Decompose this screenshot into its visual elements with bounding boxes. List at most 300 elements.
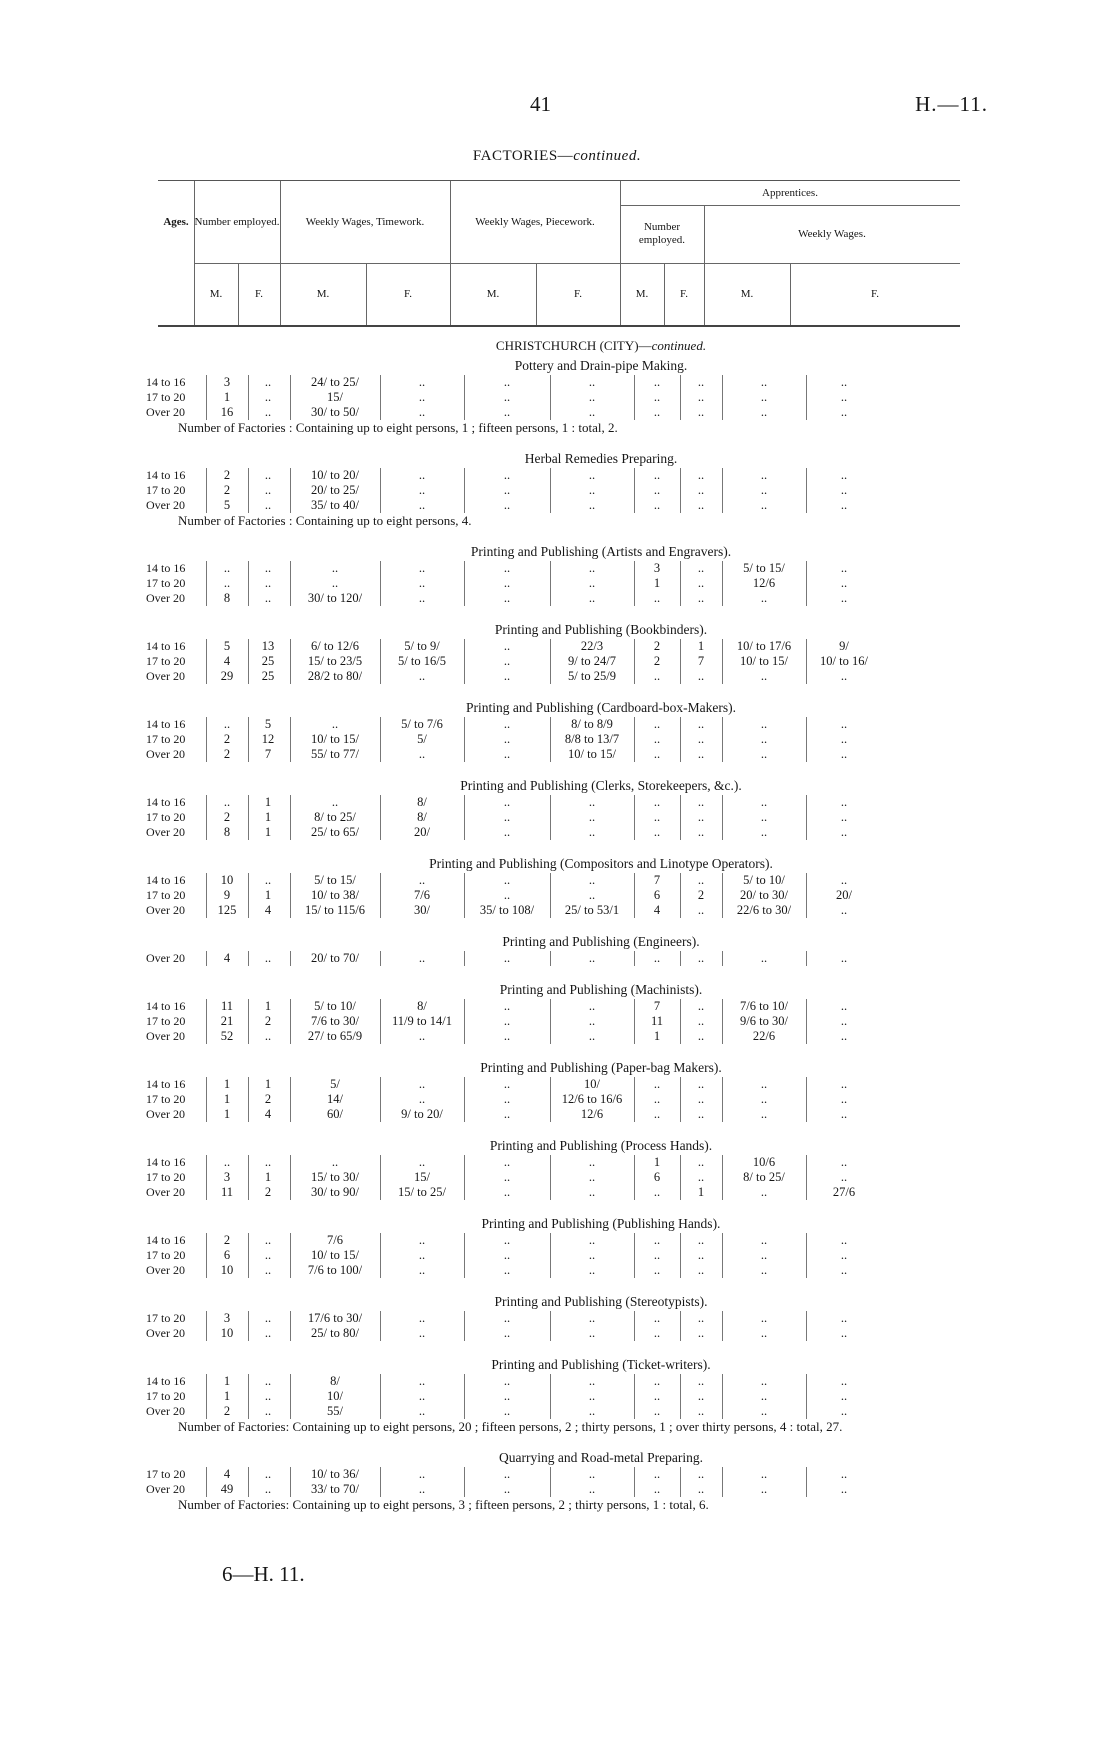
row-piecework-female: ..: [588, 1374, 596, 1388]
page-footer: 6—H. 11.: [222, 1562, 305, 1586]
row-piecework-female: ..: [588, 1404, 596, 1418]
row-timework-male: 30/ to 120/: [307, 591, 363, 605]
row-timework-male: 25/ to 65/: [311, 825, 359, 839]
row-apprentice-number-male: ..: [653, 1311, 661, 1325]
header-f: F.: [404, 287, 412, 300]
table-row: [146, 810, 966, 825]
row-apprentice-wages-male: ..: [760, 1326, 768, 1340]
row-apprentice-number-male: 2: [653, 654, 661, 668]
row-number-male: 52: [220, 1029, 234, 1043]
row-number-male: 8: [223, 825, 231, 839]
row-age: 17 to 20: [146, 1389, 186, 1403]
factories-note: Number of Factories: Containing up to eight persons, 3 ; fifteen persons, 2 ; thirty persons, 1 : total, 6.: [178, 1497, 709, 1512]
row-number-male: 2: [223, 732, 231, 746]
row-apprentice-number-male: ..: [653, 1389, 661, 1403]
row-age: 17 to 20: [146, 576, 186, 590]
row-timework-male: 10/: [327, 1389, 343, 1403]
row-age: Over 20: [146, 1326, 185, 1340]
row-piecework-female: ..: [588, 810, 596, 824]
row-apprentice-number-female: 7: [697, 654, 705, 668]
row-apprentice-number-male: ..: [653, 390, 661, 404]
row-number-male: 2: [223, 1404, 231, 1418]
row-piecework-male: ..: [503, 375, 511, 389]
row-number-female: ..: [264, 1389, 272, 1403]
row-age: Over 20: [146, 669, 185, 683]
table-row: [146, 654, 966, 669]
row-age: 14 to 16: [146, 1155, 186, 1169]
row-number-male: 6: [223, 1248, 231, 1262]
row-timework-female: ..: [418, 873, 426, 887]
row-apprentice-wages-female: ..: [840, 1482, 848, 1496]
row-apprentice-wages-male: ..: [760, 1404, 768, 1418]
row-apprentice-number-male: 11: [650, 1014, 664, 1028]
row-apprentice-wages-male: ..: [760, 483, 768, 497]
row-apprentice-wages-female: ..: [840, 669, 848, 683]
table-row: [146, 1263, 966, 1278]
row-piecework-female: ..: [588, 576, 596, 590]
row-age: 17 to 20: [146, 1092, 186, 1106]
table-row: [146, 1326, 966, 1341]
row-apprentice-wages-male: ..: [760, 717, 768, 731]
table-row: [146, 888, 966, 903]
row-number-female: 2: [264, 1185, 272, 1199]
row-piecework-female: ..: [588, 1467, 596, 1481]
row-number-male: 4: [223, 1467, 231, 1481]
row-timework-male: ..: [331, 795, 339, 809]
row-apprentice-number-female: ..: [697, 1107, 705, 1121]
row-apprentice-number-male: ..: [653, 591, 661, 605]
trade-group: [146, 1355, 966, 1434]
factories-note: Number of Factories : Containing up to eight persons, 4.: [178, 513, 472, 528]
row-apprentice-wages-female: ..: [840, 732, 848, 746]
trade-group: [146, 1448, 966, 1512]
trade-group: [146, 776, 966, 840]
table-row: [146, 1248, 966, 1263]
row-apprentice-wages-male: ..: [760, 732, 768, 746]
row-number-male: 10: [220, 873, 234, 887]
row-apprentice-number-male: ..: [653, 375, 661, 389]
row-piecework-female: ..: [588, 999, 596, 1013]
row-apprentice-number-female: ..: [697, 1326, 705, 1340]
row-apprentice-wages-male: 12/6: [752, 576, 776, 590]
row-timework-female: 30/: [414, 903, 430, 917]
row-apprentice-number-male: ..: [653, 1263, 661, 1277]
page-title: [0, 148, 1114, 165]
row-timework-male: 7/6 to 30/: [311, 1014, 359, 1028]
row-number-male: 1: [223, 1374, 231, 1388]
row-apprentice-wages-female: ..: [840, 999, 848, 1013]
row-piecework-female: ..: [588, 1155, 596, 1169]
row-number-female: ..: [264, 576, 272, 590]
row-apprentice-number-male: ..: [653, 951, 661, 965]
row-number-male: 4: [223, 951, 231, 965]
trade-title: Pottery and Drain-pipe Making.: [514, 358, 688, 373]
row-apprentice-number-female: ..: [697, 873, 705, 887]
row-apprentice-wages-female: ..: [840, 1092, 848, 1106]
row-piecework-female: ..: [588, 1389, 596, 1403]
row-apprentice-number-female: ..: [697, 999, 705, 1013]
row-apprentice-number-female: ..: [697, 1374, 705, 1388]
row-apprentice-wages-female: ..: [840, 1263, 848, 1277]
table-row: [146, 669, 966, 684]
row-apprentice-wages-female: ..: [840, 1170, 848, 1184]
row-piecework-female: ..: [588, 951, 596, 965]
table-row: [146, 873, 966, 888]
row-age: 17 to 20: [146, 1014, 186, 1028]
row-apprentice-number-female: ..: [697, 498, 705, 512]
table-row: [146, 1311, 966, 1326]
row-number-female: 1: [264, 810, 272, 824]
row-timework-female: 15/ to 25/: [398, 1185, 446, 1199]
row-timework-male: 5/: [330, 1077, 340, 1091]
row-apprentice-wages-female: ..: [840, 576, 848, 590]
row-piecework-female: ..: [588, 873, 596, 887]
table-row: [146, 375, 966, 390]
row-timework-male: 5/ to 10/: [314, 999, 356, 1013]
row-apprentice-number-male: ..: [653, 1482, 661, 1496]
trade-title: Printing and Publishing (Machinists).: [499, 982, 703, 997]
trade-group: [146, 1058, 966, 1122]
row-number-male: 5: [223, 498, 231, 512]
row-number-male: 1: [223, 1107, 231, 1121]
row-apprentice-number-female: ..: [697, 825, 705, 839]
row-number-female: ..: [264, 498, 272, 512]
table-row: [146, 825, 966, 840]
row-number-male: 21: [220, 1014, 234, 1028]
table-row: [146, 795, 966, 810]
row-apprentice-number-female: ..: [697, 1311, 705, 1325]
row-timework-female: ..: [418, 1248, 426, 1262]
row-piecework-female: 8/8 to 13/7: [564, 732, 620, 746]
row-timework-male: 24/ to 25/: [311, 375, 359, 389]
row-apprentice-number-male: 7: [653, 873, 661, 887]
row-apprentice-wages-female: ..: [840, 375, 848, 389]
row-number-male: 1: [223, 1077, 231, 1091]
row-apprentice-number-male: ..: [653, 1326, 661, 1340]
row-timework-female: ..: [418, 1155, 426, 1169]
row-apprentice-wages-male: ..: [760, 1107, 768, 1121]
row-apprentice-wages-male: ..: [760, 669, 768, 683]
row-timework-female: ..: [418, 390, 426, 404]
row-timework-female: 8/: [417, 999, 427, 1013]
row-piecework-female: 10/: [584, 1077, 600, 1091]
row-timework-female: 5/ to 16/5: [398, 654, 446, 668]
trade-title: Printing and Publishing (Ticket-writers).: [491, 1357, 711, 1372]
row-apprentice-wages-female: ..: [840, 483, 848, 497]
row-age: Over 20: [146, 405, 185, 419]
row-apprentice-wages-female: ..: [840, 717, 848, 731]
header-m: M.: [316, 287, 330, 300]
row-apprentice-wages-male: ..: [760, 1263, 768, 1277]
row-number-female: 13: [261, 639, 275, 653]
row-piecework-male: ..: [503, 1326, 511, 1340]
page-title-continued: continued.: [573, 148, 642, 164]
document-reference: H.—11.: [915, 92, 988, 116]
row-apprentice-number-male: 7: [653, 999, 661, 1013]
row-age: Over 20: [146, 903, 185, 917]
row-timework-male: ..: [331, 717, 339, 731]
row-timework-male: 14/: [327, 1092, 343, 1106]
row-apprentice-number-female: ..: [697, 483, 705, 497]
row-number-female: ..: [264, 1248, 272, 1262]
header-m: M.: [209, 287, 223, 300]
row-apprentice-number-female: ..: [697, 795, 705, 809]
trade-title: Printing and Publishing (Cardboard-box-Makers).: [466, 700, 736, 715]
row-number-male: 16: [220, 405, 234, 419]
row-piecework-male: ..: [503, 1185, 511, 1199]
row-age: 17 to 20: [146, 810, 186, 824]
row-piecework-female: 25/ to 53/1: [564, 903, 620, 917]
row-piecework-male: ..: [503, 1107, 511, 1121]
row-age: 17 to 20: [146, 654, 186, 668]
row-timework-female: ..: [418, 747, 426, 761]
factories-note: Number of Factories : Containing up to eight persons, 1 ; fifteen persons, 1 : total, 2.: [178, 420, 618, 435]
row-age: 14 to 16: [146, 1233, 186, 1247]
trade-group: [146, 620, 966, 684]
table-row: [146, 639, 966, 654]
row-piecework-male: ..: [503, 795, 511, 809]
row-timework-female: ..: [418, 1311, 426, 1325]
row-apprentice-number-female: ..: [697, 810, 705, 824]
row-age: 14 to 16: [146, 717, 186, 731]
row-apprentice-wages-male: ..: [760, 747, 768, 761]
row-apprentice-wages-male: ..: [760, 405, 768, 419]
row-piecework-female: 22/3: [580, 639, 604, 653]
row-piecework-male: ..: [503, 561, 511, 575]
row-apprentice-number-female: ..: [697, 669, 705, 683]
header-f: F.: [255, 287, 263, 300]
row-apprentice-number-female: ..: [697, 390, 705, 404]
row-apprentice-number-male: ..: [653, 1374, 661, 1388]
row-apprentice-number-female: ..: [697, 1263, 705, 1277]
row-apprentice-wages-female: ..: [840, 1326, 848, 1340]
row-number-female: ..: [264, 1029, 272, 1043]
row-timework-female: ..: [418, 576, 426, 590]
trade-group: [146, 356, 966, 435]
row-apprentice-wages-female: ..: [840, 498, 848, 512]
factories-note: Number of Factories: Containing up to eight persons, 20 ; fifteen persons, 2 ; thirty persons, 1 ; over thirty persons, 4 : total, 27.: [178, 1419, 843, 1434]
row-apprentice-wages-male: ..: [760, 1311, 768, 1325]
row-number-female: 1: [264, 795, 272, 809]
table-row: [146, 576, 966, 591]
row-piecework-female: 10/ to 15/: [568, 747, 616, 761]
row-apprentice-number-male: ..: [653, 825, 661, 839]
row-number-female: ..: [264, 390, 272, 404]
row-age: 14 to 16: [146, 873, 186, 887]
row-number-male: 49: [220, 1482, 234, 1496]
row-timework-male: 20/ to 70/: [311, 951, 359, 965]
row-timework-female: 8/: [417, 795, 427, 809]
row-piecework-male: ..: [503, 1482, 511, 1496]
row-number-female: ..: [264, 375, 272, 389]
row-apprentice-wages-male: 5/ to 15/: [743, 561, 785, 575]
row-apprentice-wages-male: ..: [760, 1482, 768, 1496]
row-timework-female: 5/: [417, 732, 427, 746]
row-piecework-female: ..: [588, 591, 596, 605]
row-apprentice-wages-female: ..: [840, 1248, 848, 1262]
table-row: [146, 1155, 966, 1170]
row-apprentice-number-female: ..: [697, 1482, 705, 1496]
row-timework-female: ..: [418, 951, 426, 965]
row-apprentice-number-female: ..: [697, 1467, 705, 1481]
row-apprentice-wages-male: ..: [760, 375, 768, 389]
table-row: [146, 903, 966, 918]
row-piecework-male: ..: [503, 747, 511, 761]
row-timework-female: ..: [418, 1374, 426, 1388]
row-age: Over 20: [146, 1404, 185, 1418]
row-apprentice-number-male: 4: [653, 903, 661, 917]
row-timework-male: 15/ to 23/5: [307, 654, 363, 668]
row-number-female: 1: [264, 999, 272, 1013]
row-apprentice-number-female: ..: [697, 591, 705, 605]
row-apprentice-number-female: ..: [697, 747, 705, 761]
row-apprentice-number-female: ..: [697, 468, 705, 482]
row-timework-female: ..: [418, 405, 426, 419]
row-apprentice-number-male: ..: [653, 498, 661, 512]
table-row: [146, 1374, 966, 1389]
row-piecework-female: ..: [588, 405, 596, 419]
row-number-female: 1: [264, 888, 272, 902]
row-piecework-male: ..: [503, 654, 511, 668]
row-apprentice-number-female: ..: [697, 561, 705, 575]
row-apprentice-number-female: ..: [697, 1170, 705, 1184]
row-piecework-male: ..: [503, 1374, 511, 1388]
trade-title: Printing and Publishing (Stereotypists).: [494, 1294, 708, 1309]
row-apprentice-wages-female: ..: [840, 951, 848, 965]
trade-title: Printing and Publishing (Process Hands).: [489, 1138, 713, 1153]
table-header: [158, 180, 960, 327]
trade-group: [146, 542, 966, 606]
row-piecework-male: ..: [503, 1155, 511, 1169]
row-timework-male: 8/: [330, 1374, 340, 1388]
row-piecework-female: ..: [588, 1170, 596, 1184]
row-apprentice-number-male: ..: [653, 810, 661, 824]
row-number-female: ..: [264, 873, 272, 887]
table-row: [146, 1482, 966, 1497]
row-number-female: ..: [264, 483, 272, 497]
row-apprentice-number-female: ..: [697, 903, 705, 917]
row-number-female: ..: [264, 1155, 272, 1169]
row-number-female: ..: [264, 951, 272, 965]
trade-title: Printing and Publishing (Paper-bag Makers).: [480, 1060, 722, 1075]
row-apprentice-number-male: ..: [653, 1092, 661, 1106]
row-apprentice-number-male: ..: [653, 1185, 661, 1199]
row-age: Over 20: [146, 747, 185, 761]
row-timework-female: ..: [418, 498, 426, 512]
trade-group: [146, 1214, 966, 1278]
row-piecework-male: ..: [503, 1233, 511, 1247]
row-timework-male: 27/ to 65/9: [307, 1029, 363, 1043]
row-number-female: 2: [264, 1092, 272, 1106]
row-timework-female: ..: [418, 1233, 426, 1247]
row-apprentice-number-male: 1: [653, 576, 661, 590]
table-row: [146, 591, 966, 606]
row-age: 14 to 16: [146, 1374, 186, 1388]
row-apprentice-wages-female: ..: [840, 903, 848, 917]
row-number-female: ..: [264, 1311, 272, 1325]
row-number-female: ..: [264, 561, 272, 575]
row-piecework-female: ..: [588, 1014, 596, 1028]
row-apprentice-wages-female: ..: [840, 1389, 848, 1403]
row-age: 14 to 16: [146, 375, 186, 389]
trade-group: [146, 854, 966, 918]
row-age: 17 to 20: [146, 1311, 186, 1325]
row-timework-female: ..: [418, 483, 426, 497]
trade-title: Printing and Publishing (Compositors and Linotype Operators).: [429, 856, 773, 871]
row-timework-female: ..: [418, 1263, 426, 1277]
row-apprentice-wages-female: ..: [840, 1404, 848, 1418]
row-piecework-male: 35/ to 108/: [479, 903, 535, 917]
table-row: [146, 1107, 966, 1122]
row-apprentice-number-male: ..: [653, 1404, 661, 1418]
row-timework-male: 55/: [327, 1404, 343, 1418]
row-apprentice-wages-male: ..: [760, 1374, 768, 1388]
row-number-male: 10: [220, 1263, 234, 1277]
row-apprentice-wages-male: ..: [760, 810, 768, 824]
row-timework-female: ..: [418, 669, 426, 683]
row-piecework-male: ..: [503, 639, 511, 653]
row-piecework-female: ..: [588, 888, 596, 902]
row-piecework-female: ..: [588, 1326, 596, 1340]
row-age: Over 20: [146, 1029, 185, 1043]
trade-title: Printing and Publishing (Clerks, Storekeepers, &c.).: [460, 778, 742, 793]
row-number-female: 7: [264, 747, 272, 761]
table-row: [146, 405, 966, 420]
trade-group: [146, 1136, 966, 1200]
row-apprentice-number-female: ..: [697, 1155, 705, 1169]
row-number-male: 3: [223, 1311, 231, 1325]
row-number-male: 1: [223, 1092, 231, 1106]
row-piecework-male: ..: [503, 1404, 511, 1418]
row-apprentice-wages-male: ..: [760, 591, 768, 605]
row-apprentice-wages-male: ..: [760, 390, 768, 404]
table-row: [146, 468, 966, 483]
row-apprentice-number-male: 3: [653, 561, 661, 575]
row-timework-female: ..: [418, 1389, 426, 1403]
row-piecework-male: ..: [503, 1092, 511, 1106]
row-apprentice-wages-male: ..: [760, 1467, 768, 1481]
row-apprentice-wages-male: 10/ to 15/: [740, 654, 788, 668]
row-piecework-female: ..: [588, 1233, 596, 1247]
row-apprentice-wages-male: ..: [760, 795, 768, 809]
row-number-male: 1: [223, 390, 231, 404]
trade-title: Quarrying and Road-metal Preparing.: [499, 1450, 703, 1465]
row-apprentice-wages-female: ..: [840, 1233, 848, 1247]
row-number-female: 25: [261, 654, 275, 668]
table-row: [146, 1389, 966, 1404]
row-timework-female: ..: [418, 1404, 426, 1418]
row-number-male: 125: [217, 903, 237, 917]
row-apprentice-wages-male: ..: [760, 1185, 768, 1199]
city-heading-main: CHRISTCHURCH (CITY)—: [495, 338, 652, 353]
row-timework-female: ..: [418, 1077, 426, 1091]
row-piecework-male: ..: [503, 1029, 511, 1043]
row-apprentice-wages-male: ..: [760, 1248, 768, 1262]
row-number-female: ..: [264, 405, 272, 419]
row-piecework-male: ..: [503, 999, 511, 1013]
row-apprentice-wages-male: 9/6 to 30/: [740, 1014, 788, 1028]
row-number-male: 4: [223, 654, 231, 668]
row-age: 17 to 20: [146, 390, 186, 404]
row-apprentice-wages-male: ..: [760, 1389, 768, 1403]
row-apprentice-number-female: ..: [697, 1029, 705, 1043]
row-number-female: ..: [264, 1467, 272, 1481]
row-number-male: ..: [223, 795, 231, 809]
row-apprentice-wages-female: 27/6: [832, 1185, 856, 1199]
table-row: [146, 498, 966, 513]
row-piecework-female: 12/6: [580, 1107, 604, 1121]
row-number-male: 10: [220, 1326, 234, 1340]
